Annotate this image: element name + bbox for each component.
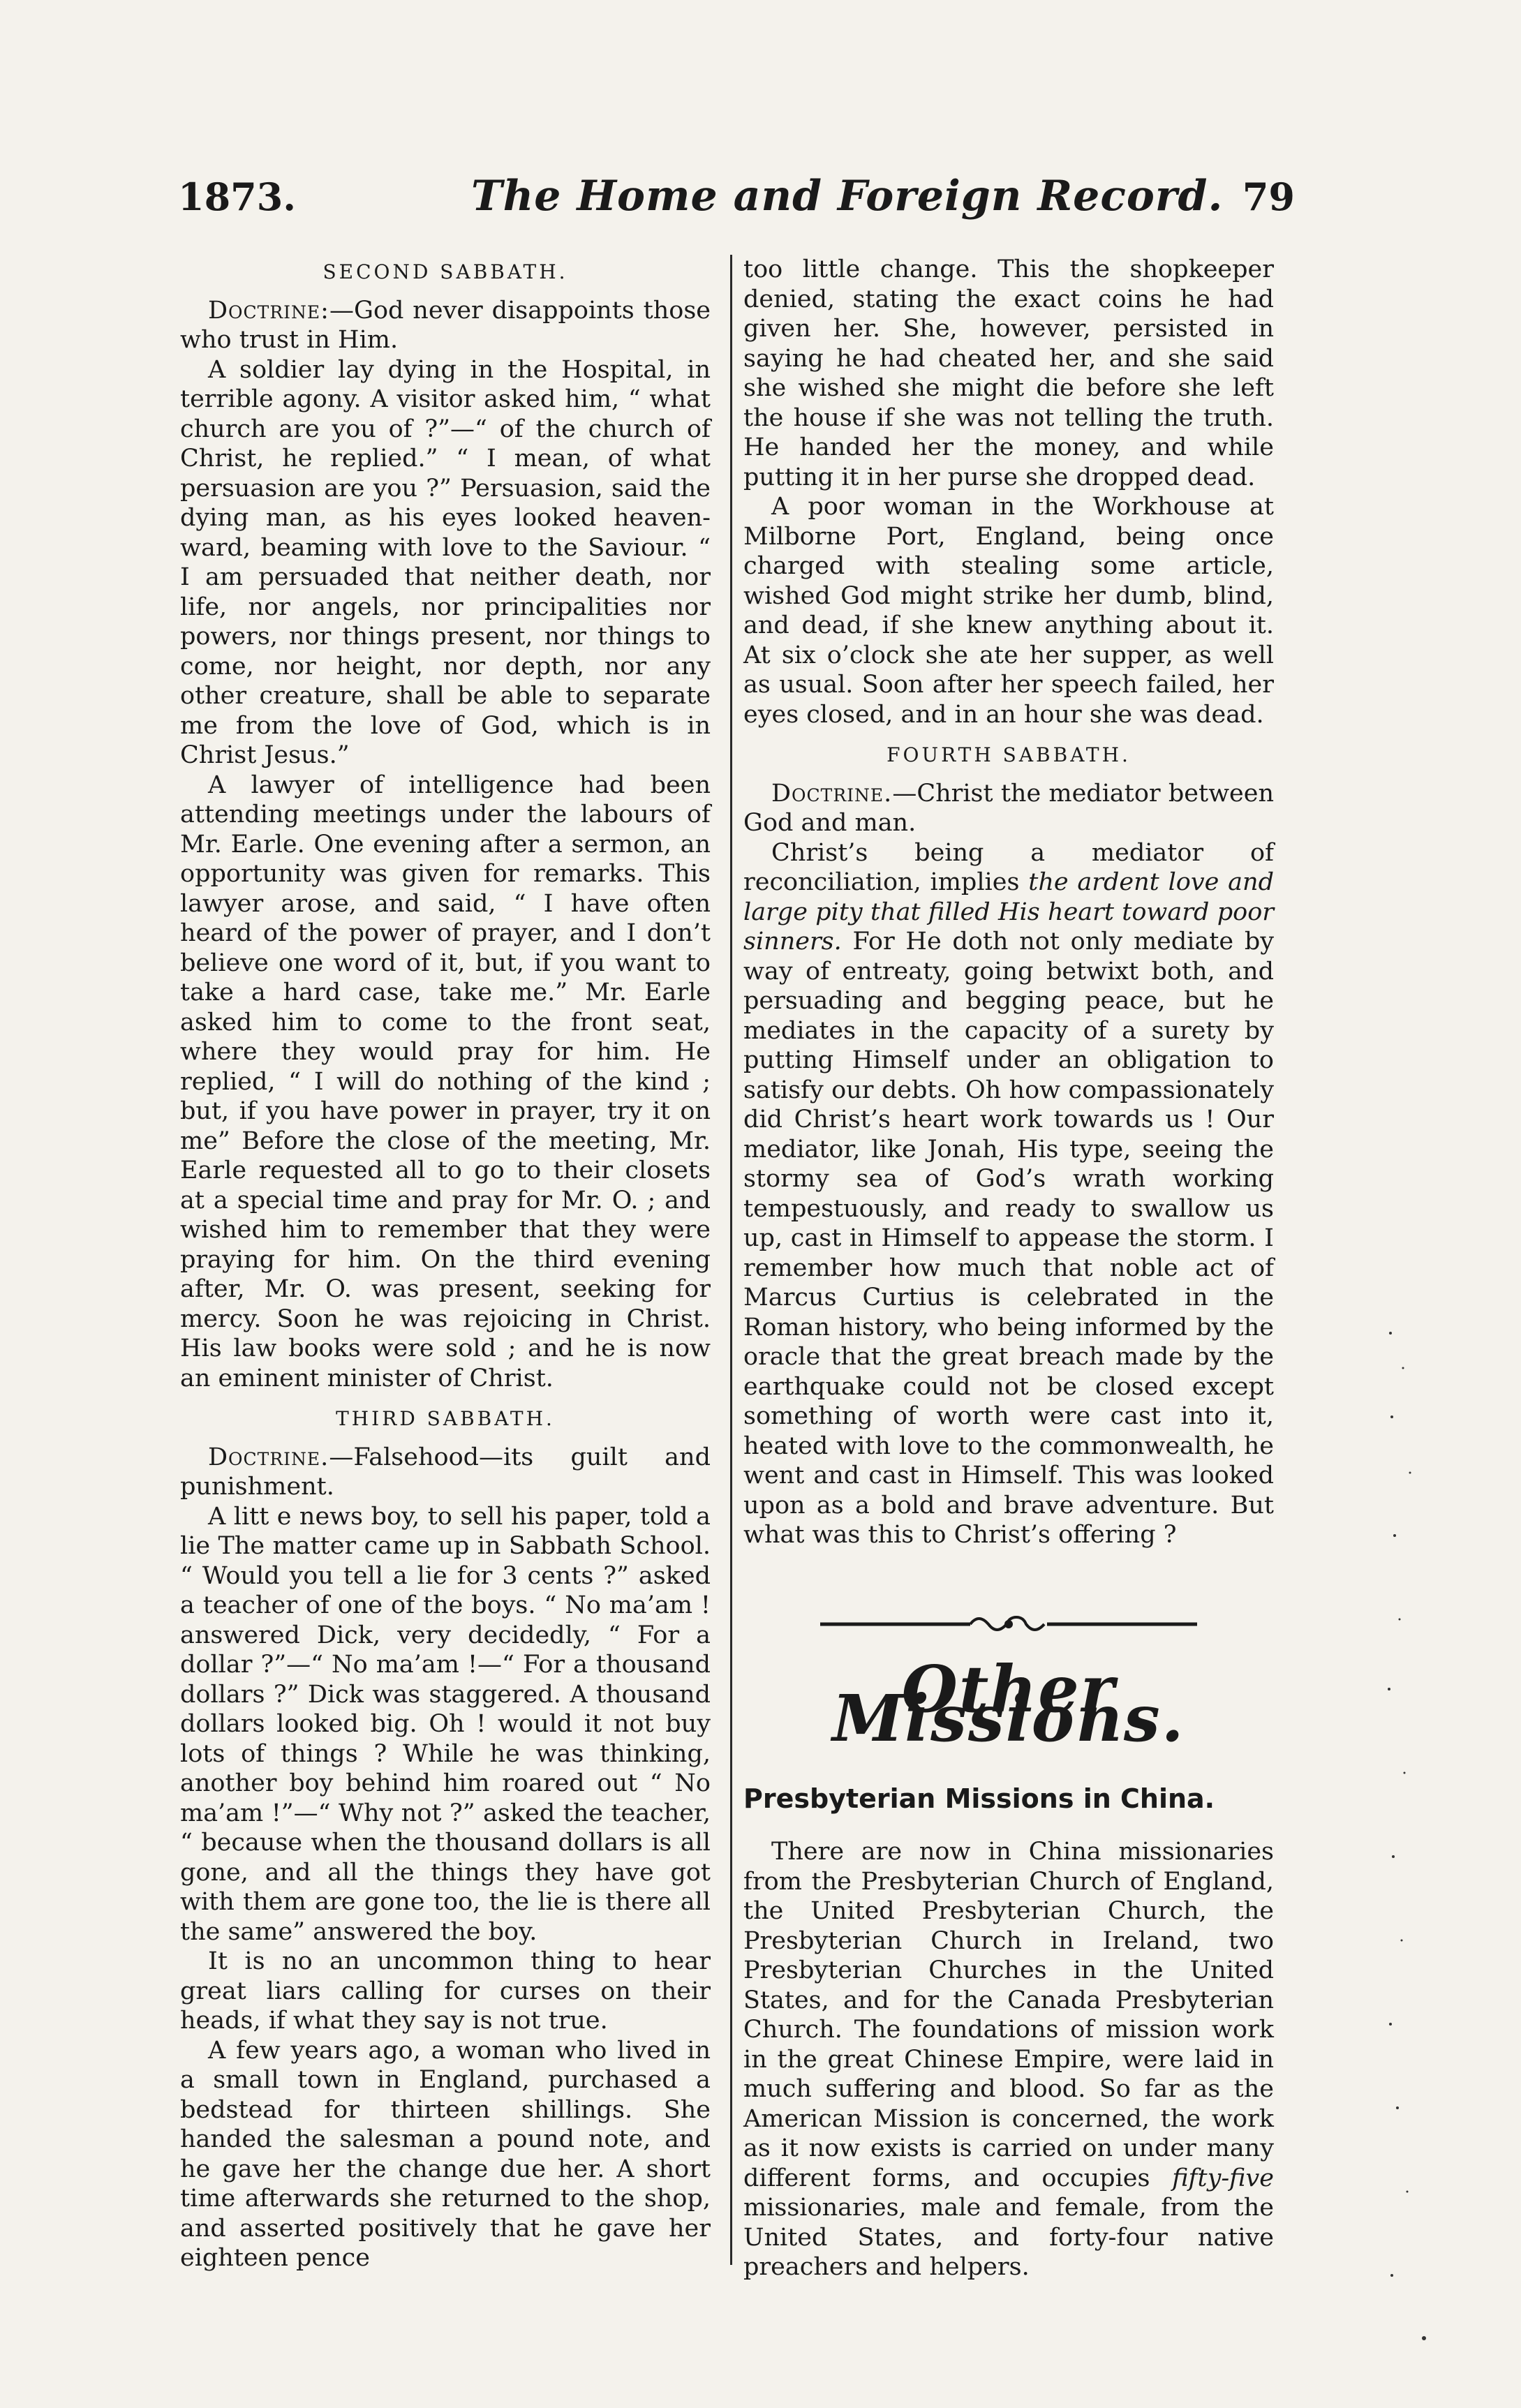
- text-run: missionaries, male and female, from the United States, and forty-four native preachers and helpers.: [743, 2194, 1274, 2281]
- paragraph: A litt e news boy, to sell his paper, told a lie The matter came up in Sabbath School. “ Would you tell a lie for 3 cents ?” asked a teacher of one of the boys. “ No ma’am ! answered Dick, very decidedly, “ For a dollar ?”—“ No ma’am !—“ For a thousand dollars ?” Dick was staggered. A thousand dollars looked big. Oh ! would it not buy lots of things ? While he was thinking, another boy behind him roared out “ No ma’am !”—“ Why not ?” asked the teacher, “ because when the thousand dollars is all gone, and all the things they have got with them are gone too, the lie is there all the same” answered the boy.: [180, 1502, 711, 1946]
- right-column: [743, 255, 1274, 2282]
- other-missions-title: Other Missions.: [832, 1651, 1185, 1756]
- third-sabbath-heading: THIRD SABBATH.: [336, 1407, 555, 1430]
- paragraph: A few years ago, a woman who lived in a small town in England, purchased a bedstead for thirteen shillings. She handed the salesman a pound note, and he gave her the change due her. A short time afterwards she returned to the shop, and asserted positively that he gave her eighteen pence: [180, 2036, 711, 2272]
- text-run: There are now in China missionaries from the Presbyterian Church of England, the United Presbyterian Church, the Presbyterian Church in Ireland, two Presbyterian Churches in the United States, and for the Canada Presbyterian Church. The foundations of mission work in the great Chinese Empire, were laid in much suffering and blood. So far as the American Mission is concerned, the work as it now exists is carried on under many different forms, and occupies: [743, 1838, 1274, 2192]
- running-header: [178, 174, 1309, 230]
- fourth-doctrine: [743, 779, 1274, 838]
- doctrine-text: —Christ the mediator between God and man.: [743, 779, 1274, 837]
- doctrine-text: —Falsehood—its guilt and punishment.: [180, 1443, 711, 1501]
- margin-specks: [1382, 1326, 1466, 2373]
- paragraph: It is no an uncommon thing to hear great liars calling for curses on their heads, if what they say is not true.: [180, 1947, 711, 2035]
- fourth-sabbath-heading: FOURTH SABBATH.: [886, 743, 1131, 766]
- page-number: 79: [1242, 174, 1295, 219]
- doctrine-label: Doctrine:: [208, 296, 329, 325]
- left-column: [180, 255, 711, 2273]
- paragraph: [743, 838, 1274, 1550]
- presbyterian-missions-heading: Presbyterian Missions in China.: [743, 1783, 1215, 1814]
- ornament-icon: [820, 1610, 1197, 1638]
- doctrine-text: —God never disappoints those who trust in Him.: [180, 296, 711, 354]
- paragraph: A soldier lay dying in the Hospital, in terrible agony. A visitor asked him, “ what church are you of ?”—“ of the church of Christ, he replied.” “ I mean, of what persuasion are you ?” Persuasion, said the dying man, as his eyes looked heaven-ward, beaming with love to the Saviour. “ I am persuaded that neither death, nor life, nor angels, nor principalities nor powers, nor things present, nor things to come, nor height, nor depth, nor any other creature, shall be able to separate me from the love of God, which is in Christ Jesus.”: [180, 355, 711, 769]
- paragraph: A lawyer of intelligence had been attending meetings under the labours of Mr. Earle. One evening after a sermon, an opportunity was given for remarks. This lawyer arose, and said, “ I have often heard of the power of prayer, and I don’t believe one word of it, but, if you want to take a hard case, take me.” Mr. Earle asked him to come to the front seat, where they would pray for him. He replied, “ I will do nothing of the kind ; but, if you have power in prayer, try it on me” Before the close of the meeting, Mr. Earle requested all to go to their closets at a special time and pray for Mr. O. ; and wished him to remember that they were praying for him. On the third evening after, Mr. O. was present, seeking for mercy. Soon he was rejoicing in Christ. His law books were sold ; and he is now an eminent minister of Christ.: [180, 771, 711, 1392]
- paragraph: [743, 1837, 1274, 2282]
- second-sabbath-heading: SECOND SABBATH.: [322, 260, 568, 283]
- header-year: 1873.: [178, 174, 297, 219]
- ornamental-rule: [743, 1605, 1274, 1647]
- italic-text: the ardent love and large pity that filled His heart toward poor sinners.: [743, 868, 1274, 956]
- header-title: The Home and Foreign Record.: [471, 172, 1224, 221]
- text-run: For He doth not only mediate by way of entreaty, going betwixt both, and persuading and begging peace, but he mediates in the capacity of a surety by putting Himself under an obligation to satisfy our debts. Oh how compassionately did Christ’s heart work towards us ! Our mediator, like Jonah, His type, seeing the stormy sea of God’s wrath working tempestuously, and ready to swallow us up, cast in Himself to appease the storm. I remember how much that noble act of Marcus Curtius is celebrated in the Roman history, who being informed by the oracle that the great breach made by the earthquake could not be closed except something of worth were cast into it, heated with love to the commonwealth, he went and cast in Himself. This was looked upon as a bold and brave adventure. But what was this to Christ’s offering ?: [743, 928, 1274, 1549]
- third-doctrine: [180, 1443, 711, 1502]
- column-divider: [730, 255, 732, 2265]
- italic-text: fifty-five: [1172, 2164, 1274, 2192]
- doctrine-label: Doctrine.: [208, 1443, 329, 1471]
- second-doctrine: [180, 296, 711, 355]
- text-run: Christ’s being a mediator of reconciliation, implies: [743, 838, 1274, 896]
- paragraph-continued: too little change. This the shopkeeper denied, stating the exact coins he had given her. She, however, persisted in saying he had cheated her, and she said she wished she might die before she left the house if she was not telling the truth. He handed her the money, and while putting it in her purse she dropped dead.: [743, 255, 1274, 491]
- doctrine-label: Doctrine.: [771, 779, 893, 808]
- paragraph: A poor woman in the Workhouse at Milborne Port, England, being once charged with stealing some article, wished God might strike her dumb, blind, and dead, if she knew anything about it. At six o’clock she ate her supper, as well as usual. Soon after her speech failed, her eyes closed, and in an hour she was dead.: [743, 493, 1274, 729]
